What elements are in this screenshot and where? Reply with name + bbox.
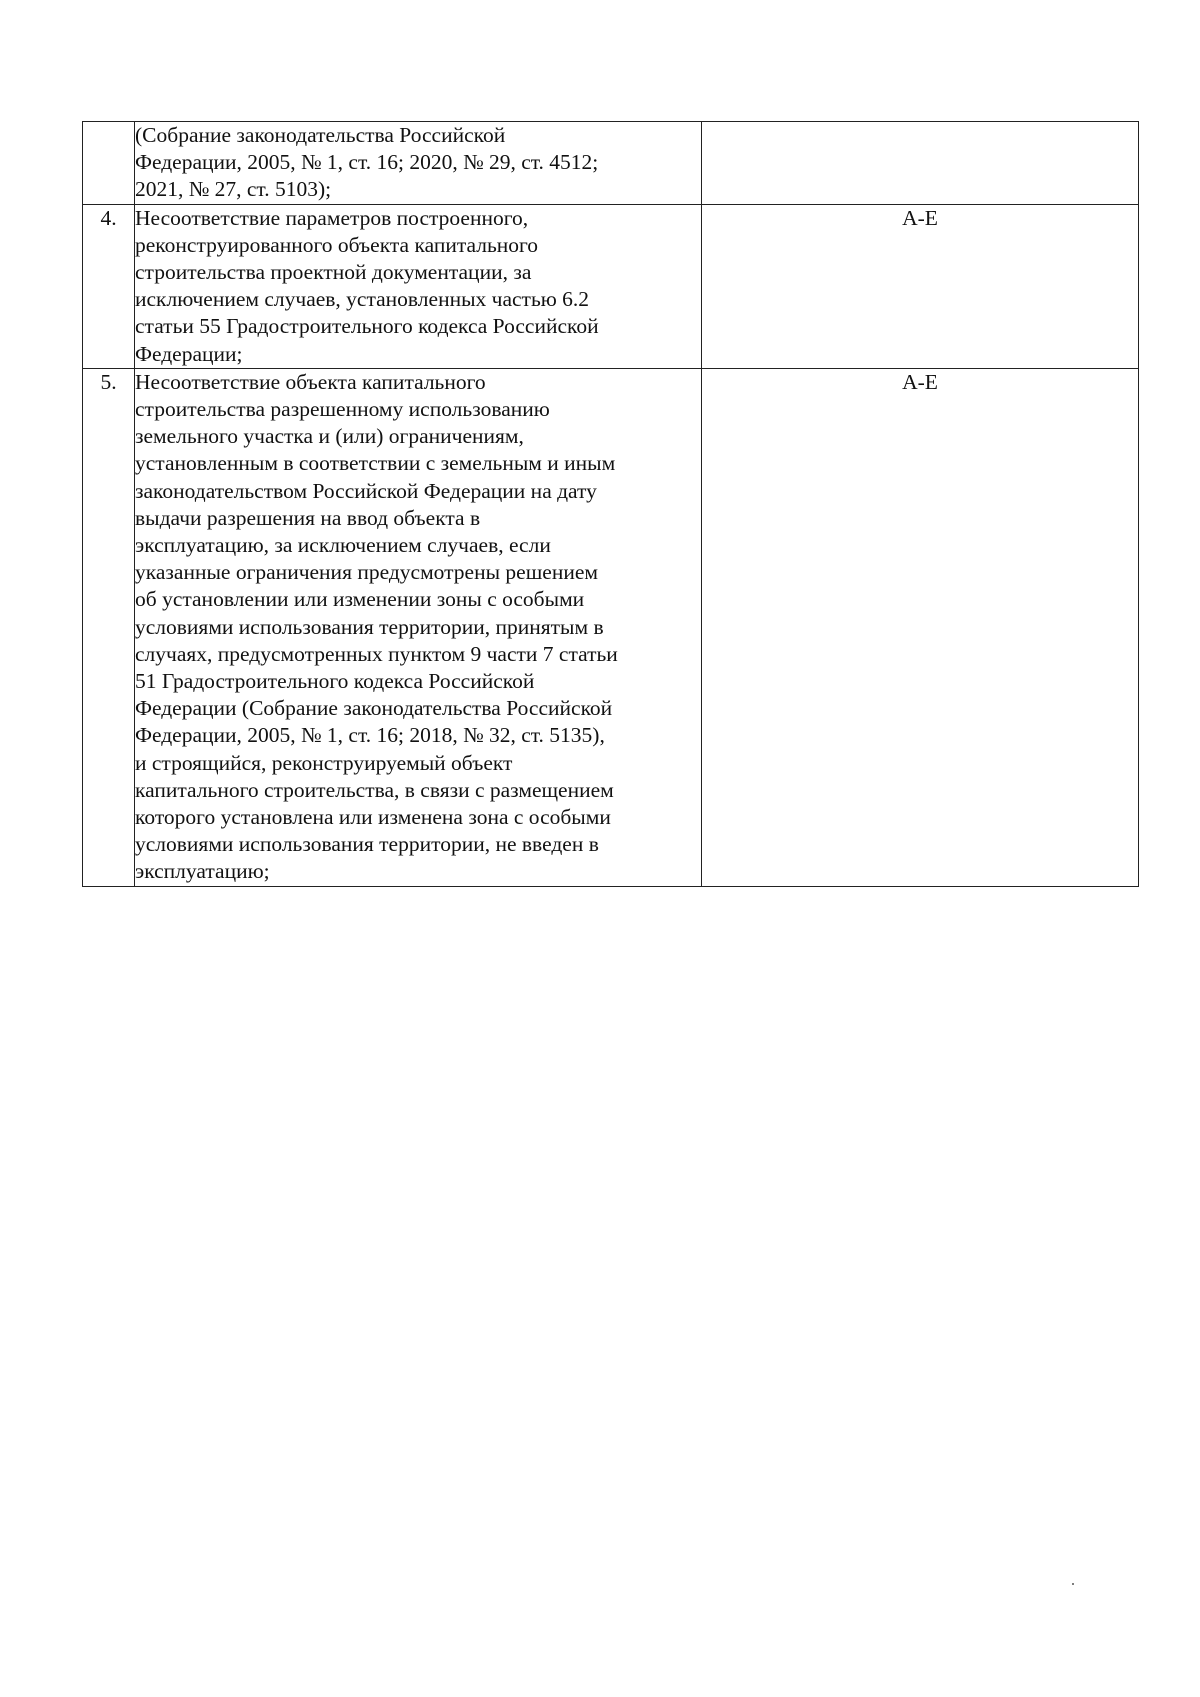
row-reference-cell xyxy=(702,122,1139,205)
row-number: 4. xyxy=(100,205,117,230)
table-row xyxy=(83,368,1139,886)
row-text-cell xyxy=(135,204,702,368)
row-number-cell xyxy=(83,368,135,886)
row-text: Несоответствие объекта капитального строительства разрешенному использованию земельного участка и (или) ограничениям, установленным в соответствии с земельным и иным законодательством Российской Федерации на дату выдачи разрешения на ввод объекта в эксплуатацию, за исключением случаев, если указанные ограничения предусмотрены решением об установлении или изменении зоны с особыми условиями использования территории, принятым в случаях, предусмотренных пунктом 9 части 7 статьи 51 Градостроительного кодекса Российской Федерации (Собрание законодательства Российской Федерации, 2005, № 1, ст. 16; 2018, № 32, ст. 5135), и строящийся, реконструируемый объект капитального строительства, в связи с размещением которого установлена или изменена зона с особыми условиями использования территории, не введен в эксплуатацию; xyxy=(135,369,618,884)
row-number-cell xyxy=(83,204,135,368)
row-text: (Собрание законодательства Российской Федерации, 2005, № 1, ст. 16; 2020, № 29, ст. 4512; 2021, № 27, ст. 5103); xyxy=(135,123,599,202)
table-row xyxy=(83,122,1139,205)
row-reference: А-Е xyxy=(902,205,938,230)
requirements-table xyxy=(82,121,1139,887)
row-number: 5. xyxy=(100,369,117,394)
row-text-cell xyxy=(135,122,702,205)
table-row xyxy=(83,204,1139,368)
row-text-cell xyxy=(135,368,702,886)
row-text: Несоответствие параметров построенного, реконструированного объекта капитального строительства проектной документации, за исключением случаев, установленных частью 6.2 статьи 55 Градостроительного кодекса Российской Федерации; xyxy=(135,205,599,366)
row-reference-cell xyxy=(702,368,1139,886)
scan-speck xyxy=(1072,1583,1074,1585)
row-number-cell xyxy=(83,122,135,205)
row-reference-cell xyxy=(702,204,1139,368)
row-reference: А-Е xyxy=(902,369,938,394)
